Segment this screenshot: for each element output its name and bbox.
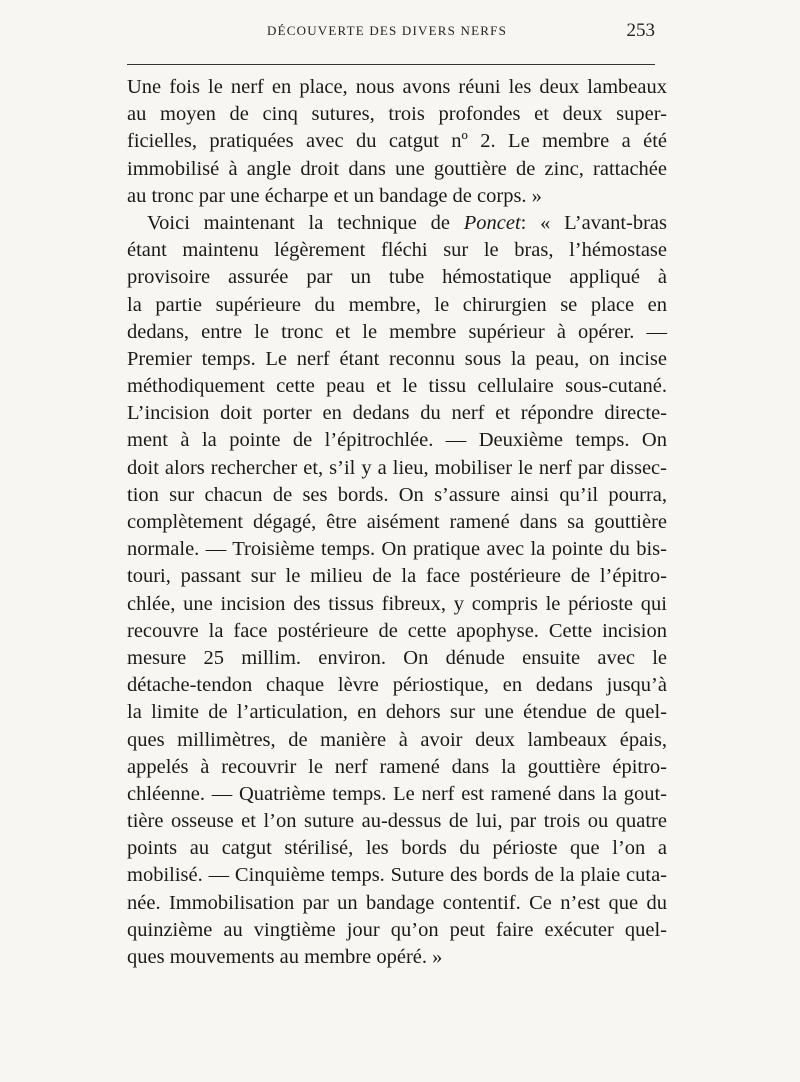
running-head: DÉCOUVERTE DES DIVERS NERFS (267, 23, 507, 38)
text-line: ficielles, pratiquées avec du catgut nº 2. Le membre a été (127, 130, 667, 153)
text-line: complètement dégagé, être aisément ramené dans sa gouttière (127, 511, 667, 533)
text-line: ment à la pointe de l’épitrochlée. — Deuxième temps. On (127, 429, 667, 452)
text-line: au tronc par une écharpe et un bandage de corps. » (127, 184, 542, 207)
text-line: immobilisé à angle droit dans une gouttière de zinc, rattachée (127, 157, 667, 180)
text-line: la partie supérieure du membre, le chirurgien se place en (127, 293, 667, 316)
text-line: normale. — Troisième temps. On pratique avec la pointe du bis- (127, 538, 667, 561)
page-header (127, 20, 655, 46)
text-line: dedans, entre le tronc et le membre supérieur à opérer. — (127, 320, 667, 343)
text-line: L’incision doit porter en dedans du nerf et répondre directe- (127, 402, 667, 425)
text-line: ques millimètres, de manière à avoir deux lambeaux épais, (127, 728, 667, 751)
text-line: chléenne. — Quatrième temps. Le nerf est ramené dans la gout- (127, 782, 667, 805)
text-line: mobilisé. — Cinquième temps. Suture des bords de la plaie cuta- (127, 864, 667, 887)
text-line: recouvre la face postérieure de cette apophyse. Cette incision (127, 619, 667, 642)
text-line: la limite de l’articulation, en dehors sur une étendue de quel- (127, 701, 667, 724)
text-line: provisoire assurée par un tube hémostatique appliqué à (127, 266, 667, 289)
text-line: quinzième au vingtième jour qu’on peut faire exécuter quel- (127, 918, 667, 941)
text-line: Premier temps. Le nerf étant reconnu sous la peau, on incise (127, 347, 667, 370)
text-line: points au catgut stérilisé, les bords du périoste que l’on a (127, 837, 667, 860)
text-line: touri, passant sur le milieu de la face postérieure de l’épitro- (127, 565, 667, 588)
text-line: chlée, une incision des tissus fibreux, y compris le périoste qui (127, 592, 667, 615)
text-line: Une fois le nerf en place, nous avons réuni les deux lambeaux (127, 76, 667, 98)
text-line: appelés à recouvrir le nerf ramené dans la gouttière épitro- (127, 755, 667, 778)
text-segment: : « L’avant-bras (520, 211, 667, 234)
text-line: née. Immobilisation par un bandage contentif. Ce n’est que du (127, 891, 667, 914)
header-rule (127, 64, 655, 65)
text-line: étant maintenu légèrement fléchi sur le bras, l’hémostase (127, 239, 667, 262)
text-line: détache-tendon chaque lèvre périostique, en dedans jusqu’à (127, 674, 667, 697)
text-line: ques mouvements au membre opéré. » (127, 946, 443, 968)
text-line: méthodiquement cette peau et le tissu cellulaire sous-cutané. (127, 375, 667, 398)
text-line: mesure 25 millim. environ. On dénude ensuite avec le (127, 646, 667, 669)
body-text (127, 74, 667, 971)
page-number: 253 (626, 20, 655, 41)
text-segment: Voici maintenant la technique de (147, 211, 464, 234)
text-line: tion sur chacun de ses bords. On s’assure ainsi qu’il pourra, (127, 483, 667, 506)
text-line (127, 210, 667, 237)
author-name: Poncet (463, 211, 521, 234)
text-line: tière osseuse et l’on suture au-dessus de lui, par trois ou quatre (127, 810, 667, 833)
text-line: doit alors rechercher et, s’il y a lieu, mobiliser le nerf par dissec- (127, 456, 667, 479)
text-line: au moyen de cinq sutures, trois profondes et deux super- (127, 103, 667, 126)
